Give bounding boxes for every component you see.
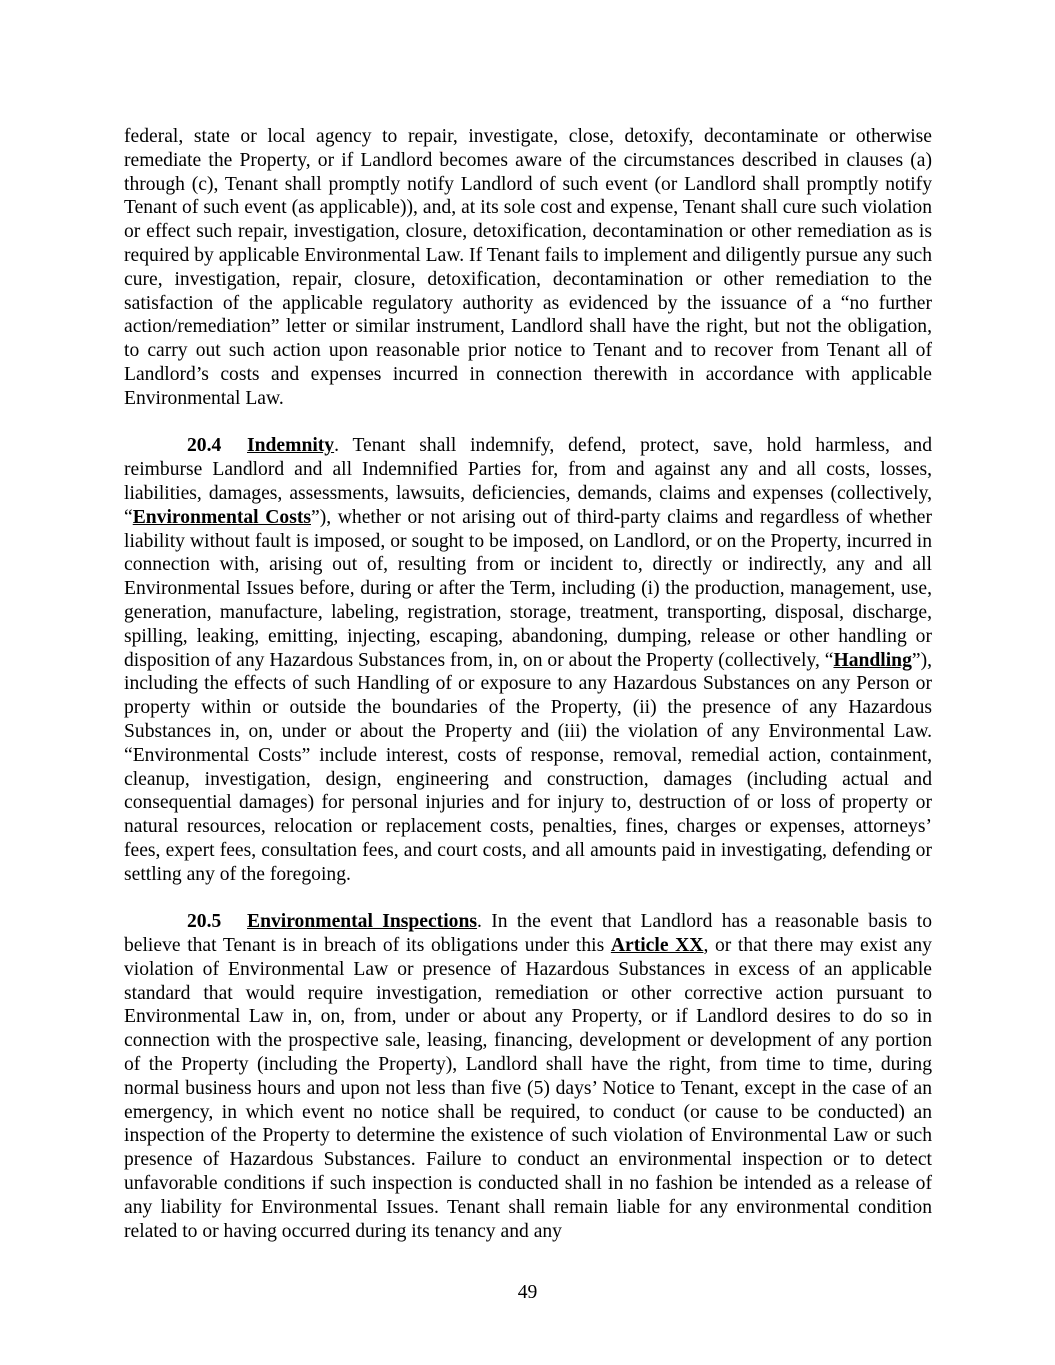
section-20-5-text-2: , or that there may exist any violation of Environmental Law or presence of Hazardous Substances in excess of an applicable standard that would require investigation, remediation or other corrective action pursuant to Environmental Law in, on, from, under or about any Property, or if Landlord desires to do so in connection with the prospective sale, leasing, financing, development or development of any portion of the Property (including the Property), Landlord shall have the right, from time to time, during normal business hours and upon not less than five (5) days’ Notice to Tenant, except in the case of an emergency, in which event no notice shall be required, to conduct (or cause to be conducted) an inspection of the Property to determine the existence of such violation of Environmental Law or such presence of Hazardous Substances. Failure to conduct an environmental inspection or to detect unfavorable conditions if such inspection is conducted shall in no fashion be intended as a release of any liability for Environmental Issues. Tenant shall remain liable for any environmental condition related to or having occurred during its tenancy and any [124, 935, 932, 1242]
defined-term-environmental-costs: Environmental Costs [132, 506, 311, 528]
section-20-4-text-2: ”), whether or not arising out of third-party claims and regardless of whether liability without fault is imposed, or sought to be imposed, on Landlord, or on the Property, incurred in connection with, arising out of, resulting from or incident to, directly or indirectly, any and all Environmental Issues before, during or after the Term, including (i) the production, management, use, generation, manufacture, labeling, registration, storage, treatment, transporting, disposal, discharge, spilling, leaking, emitting, injecting, escaping, abandoning, dumping, release or other handling or disposition of any Hazardous Substances from, in, on or about the Property (collectively, “ [124, 506, 933, 671]
section-20-5-number: 20.5 [187, 911, 222, 933]
document-page [124, 125, 932, 1243]
article-reference: Article XX [610, 935, 704, 957]
section-20-4 [124, 434, 932, 886]
section-20-4-heading: Indemnity [247, 435, 335, 457]
section-20-5-text-1: . In the event that Landlord has a reasonable basis to believe that Tenant is in breach of its obligations under this [124, 911, 932, 957]
section-20-5-heading: Environmental Inspections [247, 911, 477, 933]
section-20-5 [124, 910, 932, 1243]
page-number: 49 [517, 1282, 538, 1303]
section-20-4-number: 20.4 [187, 435, 222, 457]
paragraph-continued: federal, state or local agency to repair, investigate, close, detoxify, decontaminate or otherwise remediate the Property, or if Landlord becomes aware of the circumstances described in clauses (a) through (c), Tenant shall promptly notify Landlord of such event (or Landlord shall promptly notify Tenant of such event (as applicable)), and, at its sole cost and expense, Tenant shall cure such violation or effect such repair, investigation, closure, detoxification, decontamination or other remediation as is required by applicable Environmental Law. If Tenant fails to implement and diligently pursue any such cure, investigation, repair, closure, detoxification, decontamination or other remediation to the satisfaction of the applicable regulatory authority as evidenced by the issuance of a “no further action/remediation” letter or similar instrument, Landlord shall have the right, but not the obligation, to carry out such action upon reasonable prior notice to Tenant and to recover from Tenant all of Landlord’s costs and expenses incurred in connection therewith in accordance with applicable Environmental Law. [124, 126, 932, 409]
defined-term-handling: Handling [833, 649, 912, 671]
section-20-4-text-3: ”), including the effects of such Handling of or exposure to any Hazardous Substances on any Person or property within or outside the boundaries of the Property, (ii) the presence of any Hazardous Substances in, on, under or about the Property and (iii) the violation of any Environmental Law. “Environmental Costs” include interest, costs of response, removal, remedial action, containment, cleanup, investigation, design, engineering and construction, damages (including actual and consequential damages) for personal injuries and for injury to, destruction of or loss of property or natural resources, relocation or replacement costs, penalties, fines, charges or expenses, attorneys’ fees, expert fees, consultation fees, and court costs, and all amounts paid in investigating, defending or settling any of the foregoing. [124, 649, 932, 885]
section-20-4-text-1: . Tenant shall indemnify, defend, protect, save, hold harmless, and reimburse Landlord and all Indemnified Parties for, from and against any and all costs, losses, liabilities, damages, assessments, lawsuits, deficiencies, demands, claims and expenses (collectively, “ [124, 435, 932, 528]
